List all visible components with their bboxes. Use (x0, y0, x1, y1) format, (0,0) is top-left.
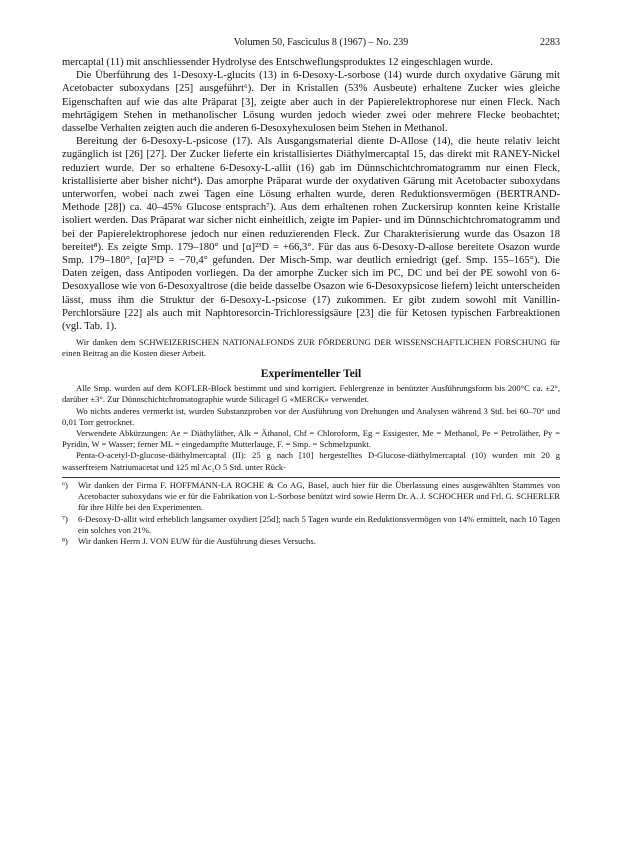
experimental-paragraph: Verwendete Abkürzungen: Ae = Diäthyläther, Alk = Äthanol, Chf = Chloroform, Eg = Essigester, Me = Methanol, Pe = Petroläther, Py = Pyridin, W = Wasser; ferner ML = eingedampfte Mutterlauge, F. = Smp. = Schmelzpunkt. (62, 428, 560, 450)
experimental-text (62, 383, 560, 473)
footnote (62, 514, 560, 536)
section-title: Experimenteller Teil (260, 368, 362, 381)
main-text (62, 56, 560, 333)
footnote-mark: ⁶) (62, 479, 68, 490)
running-header (62, 36, 560, 49)
paragraph-sorbose: Die Überführung des 1-Desoxy-L-glucits (13) in 6-Desoxy-L-sorbose (14) wurde durch oxydative Gärung mit Acetobacter suboxydans [25] ausgeführt⁶). Der in Kristallen (53% Ausbeute) erhaltene Zucker wies gleiche Eigenschaften auf wie das alte Präparat [3], zeigte aber auch in der Papierelektrophorese nur einen Fleck. Nach mehrtägigem Stehen in methanolischer Lösung wurden jedoch wieder zwei oder mehrere Flecke beobachtet; dasselbe Verhalten zeigten auch die anderen 6-Desoxyhexulosen beim Stehen in Methanol. (62, 70, 560, 135)
footnote-mark: ⁷) (62, 513, 68, 524)
footnote (62, 536, 560, 547)
journal-citation: Volumen 50, Fasciculus 8 (1967) – No. 239 (233, 37, 409, 48)
footnote-text: Wir danken der Firma F. HOFFMANN-LA ROCHE & Co AG, Basel, auch hier für die Überlassung eines ausgewählten Stammes von Acetobacter suboxydans wie er für die Fabrikation von L-Sorbose benützt wird sowie Herrn Dr. A. J. SCHOCHER und Frl. G. SCHERLER für ihre Hilfe bei den Experimenten. (78, 479, 560, 513)
footnote-text: 6-Desoxy-D-allit wird erheblich langsamer oxydiert [25d]; nach 5 Tagen wurde ein Reduktionsvermögen von 14% ermittelt, nach 10 Tagen ein solches von 21%. (78, 513, 560, 535)
paragraph-psicose: Bereitung der 6-Desoxy-L-psicose (17). Als Ausgangsmaterial diente D-Allose (14), die heute relativ leicht zugänglich ist [26] [27]. Der Zucker lieferte ein kristallisiertes Diäthylmercaptal 15, das direkt mit RANEY-Nickel reduziert wurde. Der so erhaltene 6-Desoxy-L-allit (16) gab im Dünnschichtchromatogramm nur einen Fleck, kristallisierte aber bisher nicht⁴). Das amorphe Präparat wurde der oxydativen Gärung mit Acetobacter suboxydans unterworfen, wobei nach zwei Tagen eine Lösung erhalten wurde, deren Reduktionsvermögen (BERTRAND-Methode [28]) ca. 40–45% Glucose entsprach⁷). Aus dem erhaltenen rohen Zuckersirup konnten keine Kristalle isoliert werden. Das Präparat war sicher nicht einheitlich, zeigte im Papier- und im Dünnschichtchromatogramm und bei der Papierelektrophorese jedoch nur einen reduzierenden Fleck. Zur Charakterisierung wurde das Osazon 18 bereitet⁸). Es zeigte Smp. 179–180° und [α]²³D = +66,3°. Für das aus 6-Desoxy-D-allose bereitete Osazon wurde Smp. 179–180°, [α]²³D = −70,4° gefunden. Der Misch-Smp. war deutlich erniedrigt (gef. Smp. 155–165°). Die Daten zeigen, dass Antipoden vorliegen. Da der amorphe Zucker sich im PC, DC und bei der PE sowohl von 6-Desoxyallose wie von 6-Desoxyaltrose (die beide dasselbe Osazon wie 6-Desoxypsicose liefern) leicht unterscheiden lässt, muss ihm die Struktur der 6-Desoxy-L-psicose (17) zukommen. Er gibt zudem sowohl mit Vanillin-Perchlorsäure [22] als auch mit Naphtoresorcin-Trichloressigsäure [23] die für Ketosen typischen Farbreaktionen (vgl. Tab. 1). (62, 136, 560, 333)
footnote-mark: ⁸) (62, 535, 68, 546)
experimental-paragraph: Wo nichts anderes vermerkt ist, wurden Substanzproben vor der Ausführung von Drehungen und Analysen während 3 Std. bei 60–70° und 0,01 Torr getrocknet. (62, 405, 560, 427)
acknowledgement: Wir danken dem SCHWEIZERISCHEN NATIONALFONDS ZUR FÖRDERUNG DER WISSENSCHAFTLICHEN FORSCHUNG für einen Beitrag an die Kosten dieser Arbeit. (62, 337, 560, 359)
journal-page (62, 36, 560, 547)
footnote-text: Wir danken Herrn J. VON EUW für die Ausführung dieses Versuchs. (78, 535, 316, 546)
page-number: 2283 (540, 37, 560, 48)
experimental-paragraph: Alle Smp. wurden auf dem KOFLER-Block bestimmt und sind korrigiert. Fehlergrenze in benützter Ausführungsform bis 200°C ca. ±2°, darüber ±3°. Zur Dünnschichtchromatographie wurde Silicagel G «MERCK» verwendet. (62, 383, 560, 405)
paragraph-continuation: mercaptal (11) mit anschliessender Hydrolyse des Entschweflungsproduktes 12 eingeschlagen wurde. (62, 57, 493, 68)
footnote (62, 480, 560, 514)
footnotes (62, 477, 560, 547)
experimental-paragraph: Penta-O-acetyl-D-glucose-diäthylmercaptal (II): 25 g nach [10] hergestelltes D-Glucose-diäthylmercaptal (10) wurden mit 20 g wasserfreiem Natriumacetat und 125 ml Ac₂O 5 Std. unter Rück- (62, 450, 560, 472)
